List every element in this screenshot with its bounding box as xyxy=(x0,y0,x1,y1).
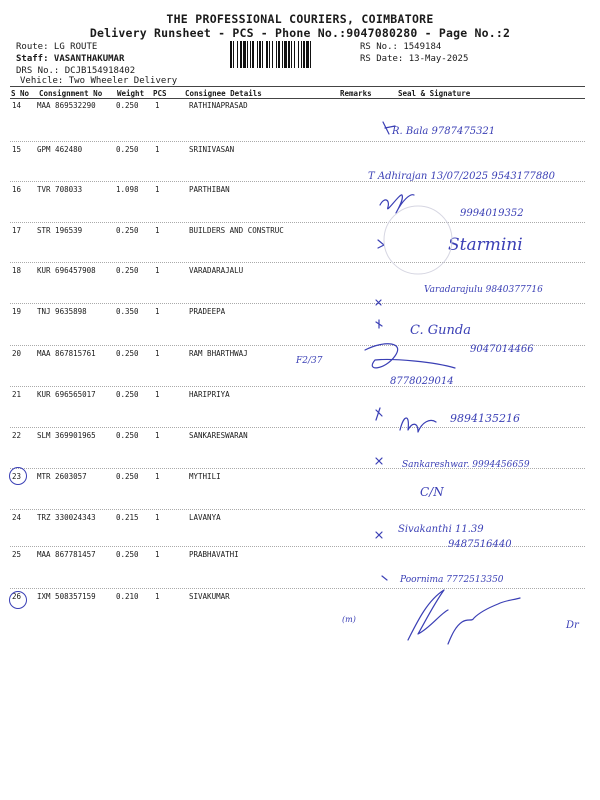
row-pcs: 1 xyxy=(155,513,160,522)
barcode-image xyxy=(230,41,352,68)
signature-16 xyxy=(380,195,414,213)
signature-22 xyxy=(400,418,436,432)
row-consignee: HARIPRIYA xyxy=(189,390,230,399)
hw-row23: Sankareshwar. 9994456659 xyxy=(402,460,530,470)
row-weight: 0.250 xyxy=(116,349,139,358)
row-sno: 17 xyxy=(12,226,22,235)
row-pcs: 1 xyxy=(155,550,160,559)
cross-23 xyxy=(376,458,382,464)
drs-label: DRS No.: DCJB154918402 xyxy=(16,66,136,76)
row-weight: 0.250 xyxy=(116,145,139,154)
row-pcs: 1 xyxy=(155,145,160,154)
row-consignment: MTR 2603057 xyxy=(37,472,87,481)
hw-row15: T Adhirajan 13/07/2025 9543177880 xyxy=(368,171,555,182)
row-pcs: 1 xyxy=(155,592,160,601)
row-consignee: SANKARESWARAN xyxy=(189,431,248,440)
row-consignment: KUR 696457908 xyxy=(37,266,96,275)
row-pcs: 1 xyxy=(155,185,160,194)
hw-row24: Sivakanthi 11.39 xyxy=(398,524,484,535)
tick-mark-14 xyxy=(383,122,395,134)
row-consignment: MAA 867815761 xyxy=(37,349,96,358)
col-consignee: Consignee Details xyxy=(185,89,262,98)
row-pcs: 1 xyxy=(155,390,160,399)
row-weight: 0.250 xyxy=(116,266,139,275)
route-label: Route: LG ROUTE xyxy=(16,42,98,52)
row-divider xyxy=(10,427,585,428)
circled-row-number xyxy=(9,591,27,609)
row-consignee: RAM BHARTHWAJ xyxy=(189,349,248,358)
row-divider xyxy=(10,181,585,182)
row-sno: 24 xyxy=(12,513,22,522)
row-consignee: VARADARAJALU xyxy=(189,266,244,275)
row-weight: 0.250 xyxy=(116,431,139,440)
row-consignee: PARTHIBAN xyxy=(189,185,230,194)
row-sno: 23 xyxy=(12,472,22,481)
row-sno: 16 xyxy=(12,185,22,194)
row-sno: 15 xyxy=(12,145,22,154)
row-sno: 14 xyxy=(12,101,22,110)
row-weight: 0.250 xyxy=(116,472,139,481)
row-consignment: MAA 867781457 xyxy=(37,550,96,559)
row-divider xyxy=(10,303,585,304)
hw-row23b: C/N xyxy=(420,485,444,499)
row-divider xyxy=(10,386,585,387)
row-weight: 0.250 xyxy=(116,226,139,235)
row-consignment: GPM 462480 xyxy=(37,145,83,154)
header-bottom-rule xyxy=(10,98,585,99)
signature-26b xyxy=(448,598,520,644)
remark-row26: (m) xyxy=(342,615,356,624)
row-weight: 0.210 xyxy=(116,592,139,601)
staff-label: Staff: VASANTHAKUMAR xyxy=(16,54,125,64)
row-divider xyxy=(10,141,585,142)
row-sno: 19 xyxy=(12,307,22,316)
row-divider xyxy=(10,345,585,346)
row-divider xyxy=(10,588,585,589)
mark-22 xyxy=(376,408,382,420)
row-divider xyxy=(10,546,585,547)
hw-row20c: 8778029014 xyxy=(390,376,454,387)
rs-date: RS Date: 13-May-2025 xyxy=(360,54,469,64)
hw-row22: 9894135216 xyxy=(450,412,520,425)
vehicle-label: Vehicle: Two Wheeler Delivery xyxy=(20,76,178,86)
hw-row17: Starmini xyxy=(448,235,523,255)
row-consignee: SIVAKUMAR xyxy=(189,592,230,601)
row-consignment: IXM 508357159 xyxy=(37,592,96,601)
faint-stamp xyxy=(384,206,452,274)
runsheet-title: Delivery Runsheet - PCS - Phone No.:9047080280 - Page No.:2 xyxy=(89,26,511,40)
row-consignee: PRADEEPA xyxy=(189,307,226,316)
tick-mark-17 xyxy=(378,240,384,248)
col-consignment: Consignment No xyxy=(39,89,103,98)
row-consignee: RATHINAPRASAD xyxy=(189,101,248,110)
row-consignment: TVR 708033 xyxy=(37,185,83,194)
mark-25 xyxy=(382,576,387,580)
row-pcs: 1 xyxy=(155,101,160,110)
row-consignment: STR 196539 xyxy=(37,226,83,235)
row-weight: 1.098 xyxy=(116,185,139,194)
signature-20 xyxy=(365,344,455,368)
row-sno: 25 xyxy=(12,550,22,559)
row-sno: 18 xyxy=(12,266,22,275)
row-consignment: MAA 869532290 xyxy=(37,101,96,110)
row-weight: 0.350 xyxy=(116,307,139,316)
row-divider xyxy=(10,262,585,263)
row-pcs: 1 xyxy=(155,266,160,275)
hw-row25: Poornima 7772513350 xyxy=(400,575,504,585)
mark-19 xyxy=(376,320,382,328)
row-pcs: 1 xyxy=(155,226,160,235)
hw-row16: 9994019352 xyxy=(460,208,524,219)
col-weight: Weight xyxy=(117,89,145,98)
row-consignment: KUR 696565017 xyxy=(37,390,96,399)
circled-row-number xyxy=(9,467,27,485)
row-consignee: PRABHAVATHI xyxy=(189,550,239,559)
col-remarks: Remarks xyxy=(340,89,372,98)
hw-row18: Varadarajulu 9840377716 xyxy=(424,285,543,295)
row-consignee: SRINIVASAN xyxy=(189,145,235,154)
row-sno: 20 xyxy=(12,349,22,358)
remark-row20: F2/37 xyxy=(296,356,323,366)
hw-row14: R. Bala 9787475321 xyxy=(392,126,496,137)
row-sno: 26 xyxy=(12,592,22,601)
hw-row20b: 9047014466 xyxy=(470,344,534,355)
company-title: THE PROFESSIONAL COURIERS, COIMBATORE xyxy=(166,12,434,26)
row-consignment: TRZ 330024343 xyxy=(37,513,96,522)
cross-24 xyxy=(376,532,382,538)
row-consignee: BUILDERS AND CONSTRUC xyxy=(189,226,284,235)
row-pcs: 1 xyxy=(155,431,160,440)
row-sno: 22 xyxy=(12,431,22,440)
row-weight: 0.250 xyxy=(116,390,139,399)
col-signature: Seal & Signature xyxy=(398,89,471,98)
col-pcs: PCS xyxy=(153,89,167,98)
row-sno: 21 xyxy=(12,390,22,399)
row-consignee: LAVANYA xyxy=(189,513,221,522)
row-divider xyxy=(10,468,585,469)
row-weight: 0.250 xyxy=(116,550,139,559)
row-consignment: SLM 369901965 xyxy=(37,431,96,440)
row-consignment: TNJ 9635898 xyxy=(37,307,87,316)
row-consignee: MYTHILI xyxy=(189,472,221,481)
hw-row24b: 9487516440 xyxy=(448,539,512,550)
row-pcs: 1 xyxy=(155,349,160,358)
hw-row20a: C. Gunda xyxy=(410,323,471,338)
col-sno: S No xyxy=(11,89,30,98)
hw-row26: Dr xyxy=(566,620,579,631)
signature-26 xyxy=(408,590,448,640)
row-pcs: 1 xyxy=(155,307,160,316)
row-divider xyxy=(10,222,585,223)
rs-number: RS No.: 1549184 xyxy=(360,42,442,52)
header-top-rule xyxy=(10,86,585,87)
row-weight: 0.215 xyxy=(116,513,139,522)
row-pcs: 1 xyxy=(155,472,160,481)
row-divider xyxy=(10,509,585,510)
row-weight: 0.250 xyxy=(116,101,139,110)
